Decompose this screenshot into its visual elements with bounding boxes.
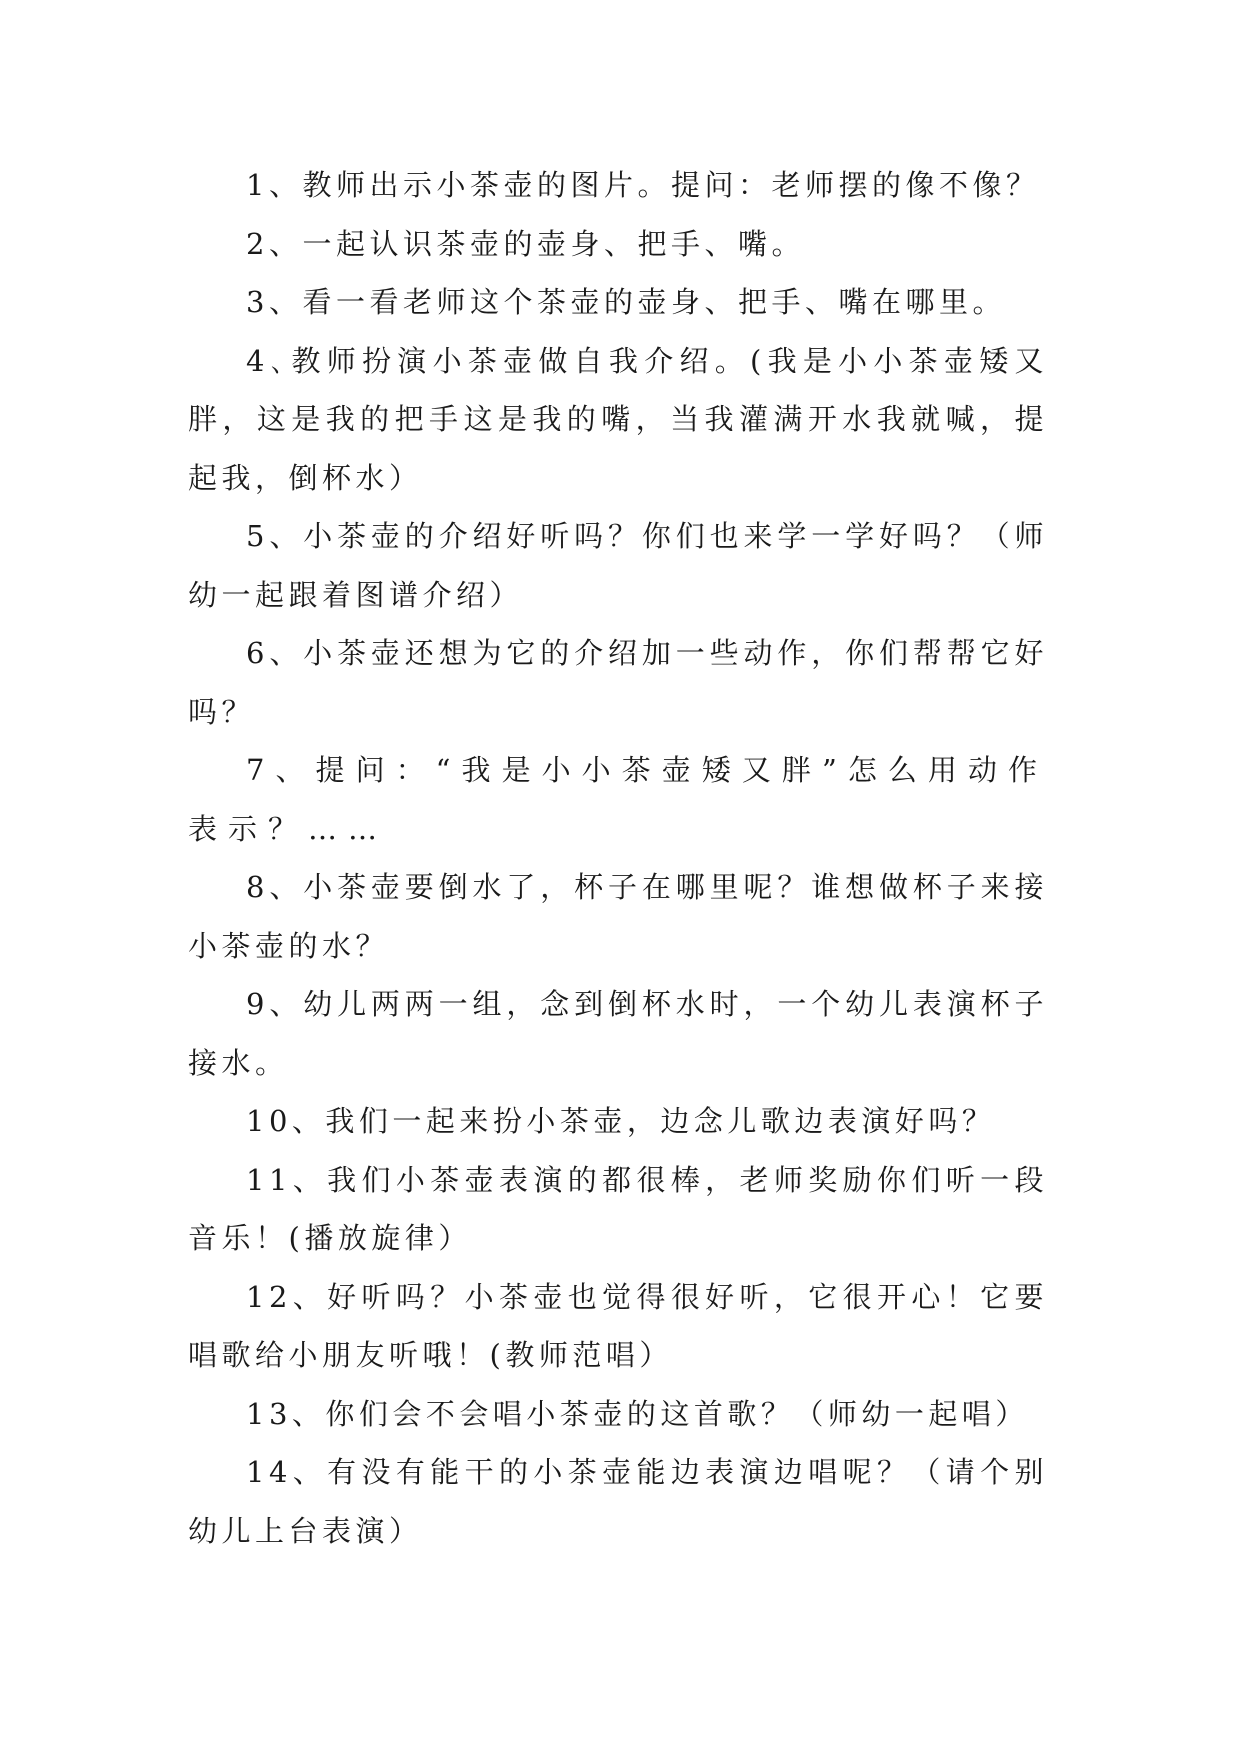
step-9-paragraph: 9、幼儿两两一组，念到倒杯水时，一个幼儿表演杯子接水。 (188, 987, 1048, 1080)
step-14-paragraph: 14、有没有能干的小茶壶能边表演边唱呢？（请个别幼儿上台表演） (188, 1455, 1048, 1548)
document-body (188, 156, 1048, 1560)
step-2-paragraph: 2、一起认识茶壶的壶身、把手、嘴。 (246, 226, 805, 261)
step-3-paragraph: 3、看一看老师这个茶壶的壶身、把手、嘴在哪里。 (246, 285, 1006, 319)
step-6-paragraph: 6、小茶壶还想为它的介绍加一些动作，你们帮帮它好吗？ (188, 636, 1048, 729)
step-13-paragraph: 13、你们会不会唱小茶壶的这首歌？（师幼一起唱） (246, 1396, 1029, 1431)
step-7-paragraph: 7、提问：“我是小小茶壶矮又胖”怎么用动作表示？…… (188, 753, 1048, 846)
step-4-paragraph: 4､教师扮演小茶壶做自我介绍。(我是小小茶壶矮又胖，这是我的把手这是我的嘴，当我灌满开水我就喊，提起我，倒杯水） (188, 343, 1048, 495)
step-10-paragraph: 10、我们一起来扮小茶壶，边念儿歌边表演好吗？ (246, 1104, 996, 1138)
step-5-paragraph: 5、小茶壶的介绍好听吗？你们也来学一学好吗？（师幼一起跟着图谱介绍） (188, 519, 1048, 612)
step-8-paragraph: 8、小茶壶要倒水了，杯子在哪里呢？谁想做杯子来接小茶壶的水？ (188, 870, 1048, 963)
step-12-paragraph: 12、好听吗？小茶壶也觉得很好听，它很开心！它要唱歌给小朋友听哦！(教师范唱） (188, 1279, 1048, 1372)
step-11-paragraph: 11、我们小茶壶表演的都很棒，老师奖励你们听一段音乐！(播放旋律） (188, 1162, 1048, 1255)
step-1-paragraph: 1、教师出示小茶壶的图片。提问：老师摆的像不像？ (246, 168, 1040, 202)
